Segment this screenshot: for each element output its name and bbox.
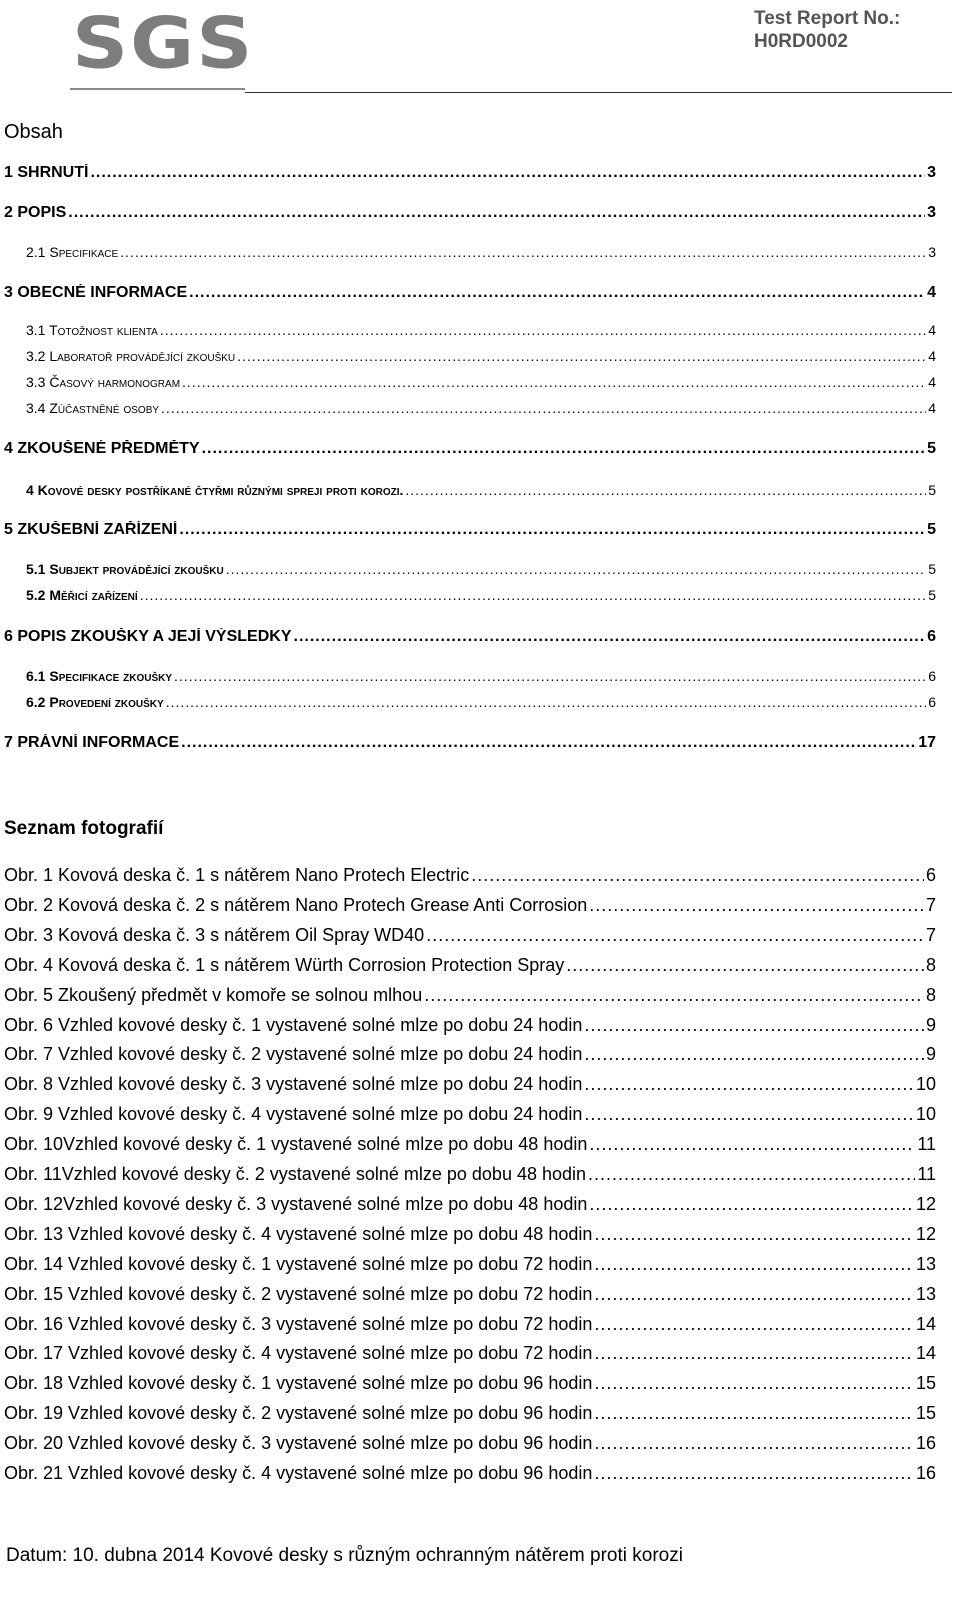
toc-entry-page: 5	[927, 521, 936, 538]
figure-entry-page: 9	[925, 1014, 936, 1035]
figure-entry-page: 12	[915, 1223, 936, 1244]
toc-leader-dots	[226, 561, 926, 577]
toc-leader-dots	[237, 348, 926, 364]
figure-entry-title: Obr. 4 Kovová deska č. 1 s nátěrem Würth Corrosion Protection Spray	[4, 954, 565, 975]
toc-entry-title: 1 SHRNUTÍ	[4, 164, 89, 181]
toc-leader-dots	[405, 482, 926, 498]
figure-entry-page: 11	[917, 1134, 936, 1155]
figure-entry-page: 15	[915, 1373, 936, 1394]
figure-entry-title: Obr. 13 Vzhled kovové desky č. 4 vystavené solné mlze po dobu 48 hodin	[4, 1223, 593, 1244]
figure-entry-page: 10	[915, 1104, 936, 1125]
figure-entry[interactable]	[4, 895, 936, 916]
toc-entry-page: 4	[928, 374, 936, 390]
figure-leader-dots	[594, 1373, 914, 1394]
figure-entry-page: 13	[915, 1253, 936, 1274]
figure-entry-title: Obr. 10Vzhled kovové desky č. 1 vystavené solné mlze po dobu 48 hodin	[4, 1134, 588, 1155]
figure-entry-title: Obr. 3 Kovová deska č. 3 s nátěrem Oil Spray WD40	[4, 924, 425, 945]
toc-entry[interactable]	[26, 587, 936, 603]
figure-entry-title: Obr. 20 Vzhled kovové desky č. 3 vystavené solné mlze po dobu 96 hodin	[4, 1433, 593, 1454]
figure-leader-dots	[594, 1403, 914, 1424]
figure-entry-page: 16	[915, 1433, 936, 1454]
toc-leader-dots	[160, 322, 926, 338]
figure-leader-dots	[426, 925, 924, 946]
figure-entry[interactable]	[4, 1284, 936, 1305]
figure-leader-dots	[589, 1134, 915, 1155]
toc-entry-page: 3	[927, 164, 936, 181]
figure-entry-title: Obr. 14 Vzhled kovové desky č. 1 vystavené solné mlze po dobu 72 hodin	[4, 1253, 593, 1274]
toc-entry-title: 5 ZKUŠEBNÍ ZAŘÍZENÍ	[4, 521, 178, 538]
figure-entry-title: Obr. 16 Vzhled kovové desky č. 3 vystavené solné mlze po dobu 72 hodin	[4, 1313, 593, 1334]
figure-entry-page: 16	[915, 1463, 936, 1483]
toc-entry-title: 3 OBECNÉ INFORMACE	[4, 284, 188, 301]
toc-entry-title: 2.1 Specifikace	[26, 244, 119, 260]
figure-entry-title: Obr. 9 Vzhled kovové desky č. 4 vystavené solné mlze po dobu 24 hodin	[4, 1104, 583, 1125]
report-number-label: Test Report No.:	[754, 8, 901, 29]
toc-entry-page: 4	[927, 284, 936, 301]
figure-entry[interactable]	[4, 1044, 936, 1065]
toc-entry[interactable]	[4, 204, 936, 222]
toc-entry[interactable]	[26, 374, 936, 390]
figure-entry[interactable]	[4, 1314, 936, 1335]
header-divider	[245, 92, 952, 93]
figure-leader-dots	[471, 865, 924, 886]
toc-entry[interactable]	[26, 322, 936, 338]
toc-entry[interactable]	[26, 668, 936, 684]
toc-leader-dots	[294, 628, 926, 646]
figure-entry[interactable]	[4, 1164, 936, 1185]
figure-entry-title: Obr. 11Vzhled kovové desky č. 2 vystavené solné mlze po dobu 48 hodin	[4, 1164, 587, 1184]
toc-entry-title: 4 Kovové desky postříkané čtyřmi různými spreji proti korozi.	[26, 482, 404, 498]
figure-entry-title: Obr. 2 Kovová deska č. 2 s nátěrem Nano Protech Grease Anti Corrosion	[4, 894, 588, 915]
toc-entry-title: 3.3 Časový harmonogram	[26, 374, 181, 390]
toc-entry[interactable]	[26, 694, 936, 710]
toc-entry-page: 4	[928, 400, 936, 416]
figure-entry[interactable]	[4, 955, 936, 976]
toc-entry[interactable]	[26, 561, 936, 577]
figure-leader-dots	[589, 895, 924, 916]
figure-entry-title: Obr. 18 Vzhled kovové desky č. 1 vystavené solné mlze po dobu 96 hodin	[4, 1373, 593, 1394]
toc-leader-dots	[174, 668, 926, 684]
toc-leader-dots	[189, 284, 925, 302]
figure-entry-title: Obr. 17 Vzhled kovové desky č. 4 vystavené solné mlze po dobu 72 hodin	[4, 1343, 593, 1364]
figure-entry-title: Obr. 12Vzhled kovové desky č. 3 vystavené solné mlze po dobu 48 hodin	[4, 1193, 588, 1214]
toc-entry-title: 7 PRÁVNÍ INFORMACE	[4, 734, 180, 751]
figure-entry-title: Obr. 19 Vzhled kovové desky č. 2 vystavené solné mlze po dobu 96 hodin	[4, 1403, 593, 1424]
toc-entry-title: 3.2 Laboratoř provádějící zkoušku	[26, 348, 236, 364]
toc-entry-title: 5.1 Subjekt provádějící zkoušku	[26, 561, 224, 577]
toc-leader-dots	[166, 694, 927, 710]
toc-entry-title: 5.2 Měřicí zařízení	[26, 587, 138, 603]
toc-entry[interactable]	[4, 521, 936, 539]
figure-entry-page: 7	[925, 894, 936, 915]
toc-entry-page: 3	[928, 244, 936, 260]
toc-entry-page: 3	[927, 204, 936, 221]
figure-entry-page: 9	[925, 1044, 936, 1065]
figure-entry[interactable]	[4, 925, 936, 946]
figure-leader-dots	[589, 1194, 914, 1215]
toc-entry-page: 5	[927, 440, 936, 457]
figure-leader-dots	[594, 1284, 914, 1305]
toc-entry-page: 6	[927, 628, 936, 645]
figure-entry[interactable]	[4, 1015, 936, 1036]
toc-entry-title: 6.1 Specifikace zkoušky	[26, 668, 173, 684]
figure-leader-dots	[594, 1224, 914, 1245]
toc-leader-dots	[182, 374, 926, 390]
figure-entry-title: Obr. 1 Kovová deska č. 1 s nátěrem Nano Protech Electric	[4, 865, 470, 885]
figure-entry[interactable]	[4, 1433, 936, 1454]
toc-entry[interactable]	[4, 284, 936, 302]
figure-entry-page: 10	[915, 1074, 936, 1095]
figure-entry-page: 11	[917, 1164, 936, 1184]
toc-entry-title: 4 ZKOUŠENÉ PŘEDMĚTY	[4, 440, 200, 457]
toc-leader-dots	[68, 204, 925, 222]
figure-entry-page: 12	[915, 1193, 936, 1214]
toc-leader-dots	[179, 521, 925, 539]
toc-entry[interactable]	[26, 348, 936, 364]
figure-leader-dots	[584, 1015, 924, 1036]
toc-entry-title: 3.4 Zúčastněné osoby	[26, 400, 160, 416]
toc-entry[interactable]	[4, 734, 936, 752]
figure-entry-page: 8	[925, 954, 936, 975]
figure-entry-title: Obr. 15 Vzhled kovové desky č. 2 vystavené solné mlze po dobu 72 hodin	[4, 1283, 593, 1304]
page-footer: Datum: 10. dubna 2014 Kovové desky s různým ochranným nátěrem proti korozi	[6, 1545, 683, 1566]
toc-leader-dots	[161, 400, 926, 416]
toc-entry-title: 3.1 Totožnost klienta	[26, 322, 158, 338]
sgs-logo: SGS	[72, 3, 255, 85]
toc-entry-page: 6	[928, 668, 936, 684]
toc-leader-dots	[202, 440, 926, 458]
figure-leader-dots	[594, 1433, 914, 1454]
figure-entry-title: Obr. 5 Zkoušený předmět v komoře se solnou mlhou	[4, 984, 423, 1005]
figure-entry-page: 15	[915, 1403, 936, 1424]
toc-entry[interactable]	[26, 400, 936, 416]
figure-leader-dots	[424, 985, 924, 1006]
figure-entry[interactable]	[4, 1373, 936, 1394]
figure-leader-dots	[588, 1164, 915, 1185]
toc-entry-page: 6	[928, 694, 936, 710]
figure-entry[interactable]	[4, 1194, 936, 1215]
figure-entry-title: Obr. 6 Vzhled kovové desky č. 1 vystavené solné mlze po dobu 24 hodin	[4, 1014, 583, 1035]
toc-entry-page: 4	[928, 322, 936, 338]
toc-entry[interactable]	[4, 164, 936, 182]
toc-entry[interactable]	[4, 440, 936, 458]
toc-entry[interactable]	[4, 628, 936, 646]
figure-entry-page: 8	[925, 984, 936, 1005]
figure-entry[interactable]	[4, 1403, 936, 1424]
figures-title: Seznam fotografií	[4, 818, 164, 839]
toc-entry[interactable]	[26, 244, 936, 260]
figure-leader-dots	[584, 1104, 914, 1125]
toc-entry-page: 5	[928, 482, 936, 498]
figure-leader-dots	[566, 955, 924, 976]
toc-entry-title: 2 POPIS	[4, 204, 67, 221]
report-number: H0RD0002	[754, 31, 848, 52]
figure-entry[interactable]	[4, 1254, 936, 1275]
figure-leader-dots	[594, 1314, 914, 1335]
toc-entry-page: 17	[918, 734, 936, 751]
toc-entry[interactable]	[26, 482, 936, 498]
figure-entry-page: 13	[915, 1283, 936, 1304]
figure-entry[interactable]	[4, 1104, 936, 1125]
toc-leader-dots	[90, 164, 925, 182]
figure-entry[interactable]	[4, 1463, 936, 1484]
figure-entry[interactable]	[4, 1343, 936, 1364]
toc-leader-dots	[140, 587, 927, 603]
figure-entry[interactable]	[4, 1074, 936, 1095]
toc-entry-title: 6 POPIS ZKOUŠKY A JEJÍ VÝSLEDKY	[4, 628, 292, 645]
figure-entry[interactable]	[4, 985, 936, 1006]
figure-leader-dots	[594, 1343, 914, 1364]
figure-entry-page: 14	[915, 1313, 936, 1334]
toc-entry-page: 4	[928, 348, 936, 364]
page-header	[0, 0, 960, 100]
figure-entry-page: 6	[925, 865, 936, 885]
figure-leader-dots	[594, 1254, 914, 1275]
figure-leader-dots	[584, 1074, 914, 1095]
figure-entry-page: 7	[925, 924, 936, 945]
toc-leader-dots	[120, 244, 926, 260]
figure-leader-dots	[584, 1044, 924, 1065]
figure-entry[interactable]	[4, 1224, 936, 1245]
figure-entry-page: 14	[915, 1343, 936, 1364]
toc-title: Obsah	[4, 121, 63, 143]
logo-underline	[70, 88, 245, 90]
figure-entry-title: Obr. 7 Vzhled kovové desky č. 2 vystavené solné mlze po dobu 24 hodin	[4, 1044, 583, 1065]
figure-entry-title: Obr. 8 Vzhled kovové desky č. 3 vystavené solné mlze po dobu 24 hodin	[4, 1074, 583, 1095]
figure-entry-title: Obr. 21 Vzhled kovové desky č. 4 vystavené solné mlze po dobu 96 hodin	[4, 1463, 593, 1483]
toc-leader-dots	[181, 734, 916, 752]
figure-entry[interactable]	[4, 1134, 936, 1155]
figure-leader-dots	[594, 1463, 914, 1484]
figure-entry[interactable]	[4, 865, 936, 886]
toc-entry-page: 5	[928, 587, 936, 603]
toc-entry-title: 6.2 Provedení zkoušky	[26, 694, 164, 710]
toc-entry-page: 5	[928, 561, 936, 577]
